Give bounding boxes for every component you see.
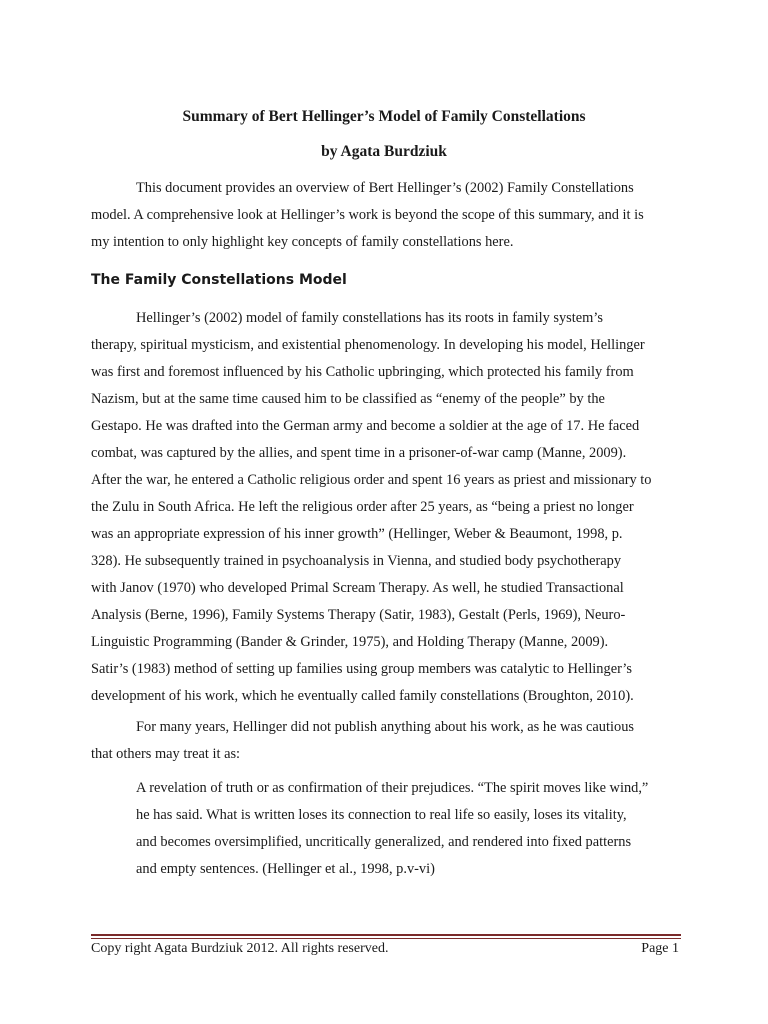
quote-line: he has said. What is written loses its connection to real life so easily, loses its vitality, bbox=[136, 807, 627, 823]
body-paragraph-2 bbox=[91, 714, 681, 768]
paragraph-line: 328). He subsequently trained in psychoanalysis in Vienna, and studied body psychotherapy bbox=[91, 553, 622, 569]
block-quote bbox=[136, 775, 681, 883]
intro-paragraph bbox=[91, 175, 681, 256]
paragraph-line: my intention to only highlight key concepts of family constellations here. bbox=[91, 234, 514, 250]
paragraph-line: Nazism, but at the same time caused him to be classified as “enemy of the people” by the bbox=[91, 391, 605, 407]
paragraph-line: model. A comprehensive look at Hellinger’s work is beyond the scope of this summary, and it is bbox=[91, 207, 644, 223]
paragraph-line: Linguistic Programming (Bander & Grinder, 1975), and Holding Therapy (Manne, 2009). bbox=[91, 634, 609, 650]
paragraph-line: with Janov (1970) who developed Primal Scream Therapy. As well, he studied Transactional bbox=[91, 580, 624, 596]
paragraph-line: was an appropriate expression of his inner growth” (Hellinger, Weber & Beaumont, 1998, p. bbox=[91, 526, 623, 542]
paragraph-line: For many years, Hellinger did not publish anything about his work, as he was cautious bbox=[136, 719, 634, 735]
paragraph-line: Satir’s (1983) method of setting up families using group members was catalytic to Hellinger’s bbox=[91, 661, 633, 677]
quote-line: and empty sentences. (Hellinger et al., 1998, p.v-vi) bbox=[136, 861, 435, 877]
paragraph-line: Hellinger’s (2002) model of family constellations has its roots in family system’s bbox=[136, 310, 603, 326]
footer-rule-thin bbox=[91, 938, 681, 939]
paragraph-line: combat, was captured by the allies, and spent time in a prisoner-of-war camp (Manne, 2009). bbox=[91, 445, 627, 461]
paragraph-line: was first and foremost influenced by his Catholic upbringing, which protected his family from bbox=[91, 364, 634, 380]
paragraph-line: Analysis (Berne, 1996), Family Systems Therapy (Satir, 1983), Gestalt (Perls, 1969), Neuro- bbox=[91, 607, 626, 623]
quote-line: A revelation of truth or as confirmation of their prejudices. “The spirit moves like wind,” bbox=[136, 780, 649, 796]
body-paragraph-1 bbox=[91, 305, 681, 710]
paragraph-line: that others may treat it as: bbox=[91, 746, 241, 762]
paragraph-line: the Zulu in South Africa. He left the religious order after 25 years, as “being a priest no longer bbox=[91, 499, 634, 515]
paragraph-line: development of his work, which he eventually called family constellations (Broughton, 2010). bbox=[91, 688, 634, 704]
document-title: Summary of Bert Hellinger’s Model of Family Constellations bbox=[182, 108, 586, 125]
paragraph-line: This document provides an overview of Bert Hellinger’s (2002) Family Constellations bbox=[136, 180, 634, 196]
quote-line: and becomes oversimplified, uncritically generalized, and rendered into fixed patterns bbox=[136, 834, 632, 850]
paragraph-line: therapy, spiritual mysticism, and existential phenomenology. In developing his model, Hellinger bbox=[91, 337, 645, 353]
footer-rule-thick bbox=[91, 934, 681, 936]
paragraph-line: Gestapo. He was drafted into the German army and become a soldier at the age of 17. He faced bbox=[91, 418, 640, 434]
footer-page-number: Page 1 bbox=[641, 941, 679, 956]
paragraph-line: After the war, he entered a Catholic religious order and spent 16 years as priest and missionary to bbox=[91, 472, 652, 488]
footer-copyright: Copy right Agata Burdziuk 2012. All rights reserved. bbox=[91, 941, 389, 956]
section-heading: The Family Constellations Model bbox=[91, 272, 347, 288]
document-author: by Agata Burdziuk bbox=[321, 143, 447, 160]
